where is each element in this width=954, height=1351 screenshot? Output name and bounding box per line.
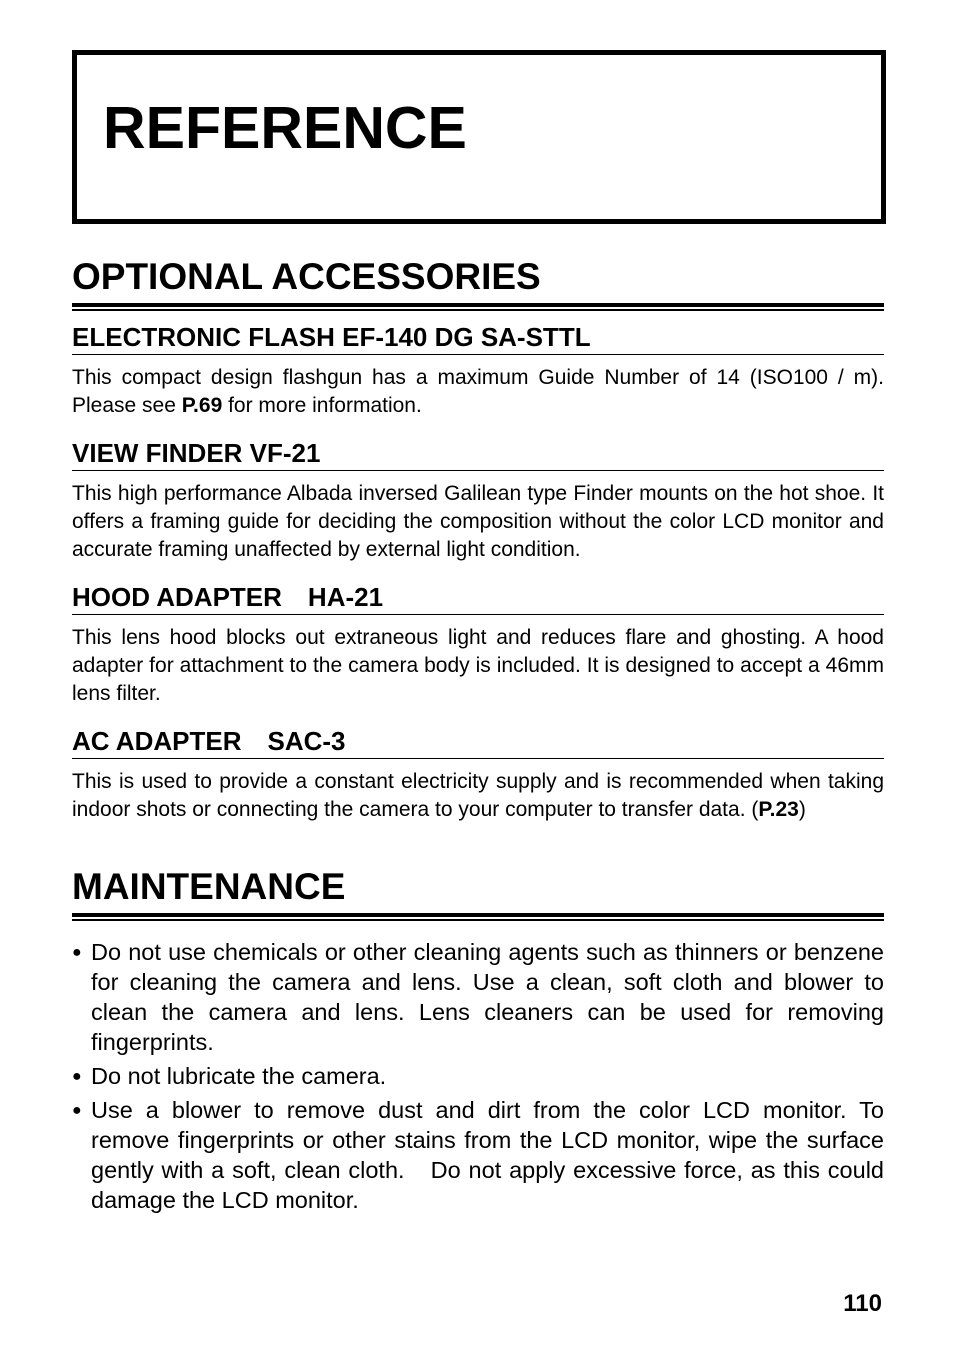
list-item <box>72 1061 884 1091</box>
page-content <box>72 50 884 1219</box>
page-reference: P.69 <box>181 394 223 417</box>
list-item-text: Use a blower to remove dust and dirt from the color LCD monitor. To remove fingerprints or other stains from the LCD monitor, wipe the surface gently with a soft, clean cloth. Do not apply excessive force, as this could damage the LCD monitor. <box>91 1097 884 1213</box>
accessory-title: HOOD ADAPTER HA-21 <box>72 584 884 615</box>
accessory-hood-adapter <box>72 584 884 708</box>
section-double-rule <box>72 913 884 921</box>
section-double-rule <box>72 303 884 311</box>
maintenance-list <box>72 937 884 1215</box>
list-item <box>72 937 884 1057</box>
accessory-description: This high performance Albada inversed Galilean type Finder mounts on the hot shoe. It offers a framing guide for deciding the composition without the color LCD monitor and accurate framing unaffected by external light condition. <box>72 482 884 561</box>
bullet-icon: ● <box>72 944 82 961</box>
accessory-title: AC ADAPTER SAC-3 <box>72 728 884 759</box>
section-title-maintenance: MAINTENANCE <box>72 866 346 907</box>
section-title-accessories: OPTIONAL ACCESSORIES <box>72 256 541 297</box>
accessory-ac-adapter <box>72 728 884 824</box>
accessory-view-finder <box>72 440 884 564</box>
list-item-text: Do not lubricate the camera. <box>91 1063 387 1089</box>
description-text: ) <box>798 798 806 821</box>
page-reference: P.23 <box>758 798 799 821</box>
page-number: 110 <box>843 1290 882 1317</box>
page-title: REFERENCE <box>103 95 467 161</box>
accessory-flash <box>72 324 884 420</box>
description-text: This is used to provide a constant electricity supply and is recommended when taking indoor shots or connecting the camera to your computer to transfer data. ( <box>72 770 884 821</box>
accessory-description <box>72 364 884 420</box>
list-item-text: Do not use chemicals or other cleaning agents such as thinners or benzene for cleaning the camera and lens. Use a clean, soft cloth and blower to clean the camera and lens. Lens cleaners can be used for removing fingerprints. <box>91 939 884 1055</box>
bullet-icon: ● <box>72 1102 82 1119</box>
bullet-icon: ● <box>72 1068 82 1085</box>
accessory-title: VIEW FINDER VF-21 <box>72 440 884 471</box>
accessory-title: ELECTRONIC FLASH EF-140 DG SA-STTL <box>72 324 884 355</box>
description-text: This compact design flashgun has a maximum Guide Number of 14 (ISO100 / m). Please see <box>72 366 884 417</box>
reference-header-box <box>72 50 886 224</box>
description-text: for more information. <box>222 394 422 417</box>
accessory-description <box>72 768 884 824</box>
accessory-description: This lens hood blocks out extraneous light and reduces flare and ghosting. A hood adapter for attachment to the camera body is included. It is designed to accept a 46mm lens filter. <box>72 626 884 705</box>
list-item <box>72 1095 884 1215</box>
